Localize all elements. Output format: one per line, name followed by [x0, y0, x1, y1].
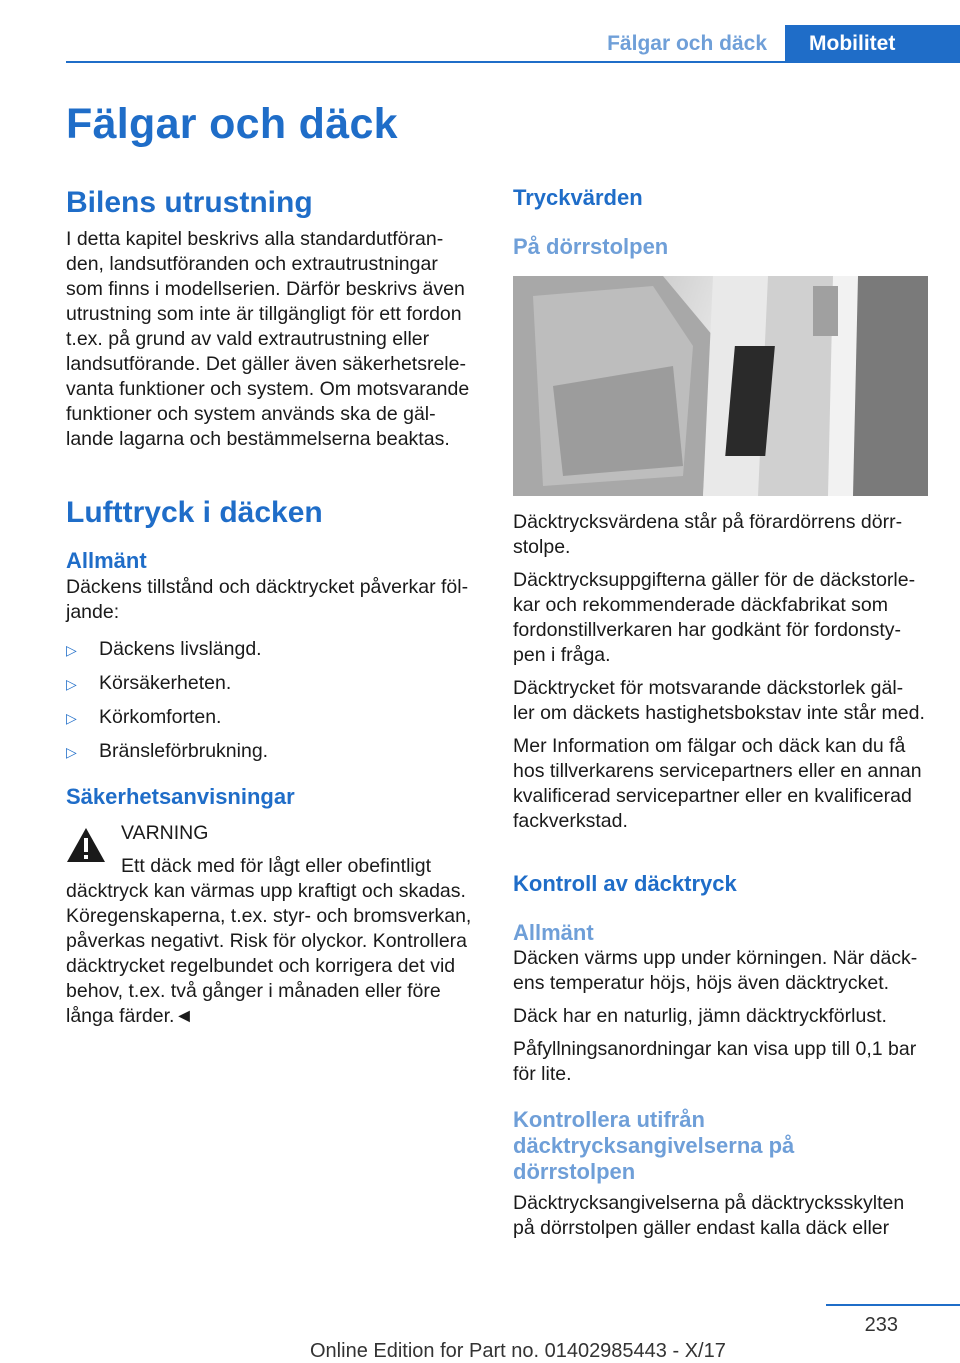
list-item: ▷ Bränsleförbrukning. — [66, 739, 480, 765]
list-item: ▷ Däckens livslängd. — [66, 637, 480, 663]
subheading-general-2: Allmänt — [513, 920, 594, 945]
triangle-bullet-icon: ▷ — [66, 710, 77, 726]
warning-triangle-icon — [66, 827, 106, 863]
subheading-general: Allmänt — [66, 548, 147, 573]
triangle-bullet-icon: ▷ — [66, 642, 77, 658]
heading-pressure-values: Tryckvärden — [513, 185, 643, 210]
left-column — [66, 184, 480, 1029]
right-column — [513, 184, 927, 1241]
door-pillar-values-text: Däcktrycksangivelserna på däcktrycksskylten på dörrstolpen gäller endast kalla däck eller — [513, 1192, 905, 1239]
subheading-door-pillar: På dörrstolpen — [513, 234, 669, 259]
footer-rule — [826, 1304, 960, 1306]
heading-tire-pressure: Lufttryck i däcken — [66, 496, 323, 529]
subheading-check-door-pillar: Kontrollera utifrån däcktrycksangivelserna på dörrstolpen — [513, 1107, 795, 1184]
warning-title: VARNING — [121, 822, 209, 844]
car-seat-illustration — [513, 276, 928, 496]
warm-tires-text: Däcken värms upp under körningen. När däck- ens temperatur höjs, höjs även däcktrycket. — [513, 947, 918, 994]
pressure-location-text: Däcktrycksvärdena står på förardörrens dörr- stolpe. — [513, 511, 903, 558]
pressure-loss-text: Däck har en naturlig, jämn däcktryckförlust. — [513, 1005, 887, 1027]
header-section-tab[interactable]: Fälgar och däck — [589, 25, 785, 62]
list-item: ▷ Körkomforten. — [66, 705, 480, 731]
warning-block — [66, 821, 480, 1029]
page-title: Fälgar och däck — [66, 100, 398, 148]
list-item: ▷ Körsäkerheten. — [66, 671, 480, 697]
pressure-spec-text: Däcktrycksuppgifterna gäller för de däckstorle- kar och rekommenderade däckfabrikat som fordonstillverkaren har godkänt för fordonsty- pen i fråga. — [513, 569, 916, 666]
bullet-list — [66, 637, 480, 765]
footer-edition: Online Edition for Part no. 01402985443 - X/17 — [310, 1340, 726, 1362]
header-chapter-tab[interactable]: Mobilitet — [785, 25, 960, 62]
page-number: 233 — [864, 1314, 898, 1336]
heading-pressure-check: Kontroll av däcktryck — [513, 871, 737, 896]
filling-devices-text: Påfyllningsanordningar kan visa upp till 0,1 bar för lite. — [513, 1038, 917, 1085]
equipment-text: I detta kapitel beskrivs alla standardutföran- den, landsutföranden och extrautrustningar som finns i modellserien. Därför beskrivs även utrustning som inte är tillgängligt för ett fordon t.ex. på grund av vald extrautrustning eller landsutförande. Det gäller även säkerhetsrele- vanta funktioner och system. Om motsvarande funktioner och system används ska de gäl- lande lagarna och bestämmelserna beaktas. — [66, 228, 470, 450]
triangle-bullet-icon: ▷ — [66, 744, 77, 760]
door-pillar-photo — [513, 276, 928, 496]
header-tabs — [589, 25, 960, 62]
general-text: Däckens tillstånd och däcktrycket påverkar föl- jande: — [66, 576, 469, 623]
more-info-text: Mer Information om fälgar och däck kan du få hos tillverkarens servicepartners eller en annan kvalificerad servicepartner eller en kvalificerad fackverkstad. — [513, 735, 922, 832]
header-rule — [66, 61, 960, 63]
heading-safety: Säkerhetsanvisningar — [66, 784, 295, 809]
heading-equipment: Bilens utrustning — [66, 186, 313, 219]
warning-text: Ett däck med för lågt eller obefintligt däcktryck kan värmas upp kraftigt och skadas. Köregenskaperna, t.ex. styr- och bromsverkan, påverkas negativt. Risk för olyckor. Kontrollera däcktrycket regelbundet och korrigera det vid behov, t.ex. två gånger i månaden eller före långa färder.◄ — [66, 855, 472, 1027]
pressure-size-text: Däcktrycket för motsvarande däckstorlek gäl- ler om däckets hastighetsbokstav inte står med. — [513, 677, 925, 724]
triangle-bullet-icon: ▷ — [66, 676, 77, 692]
